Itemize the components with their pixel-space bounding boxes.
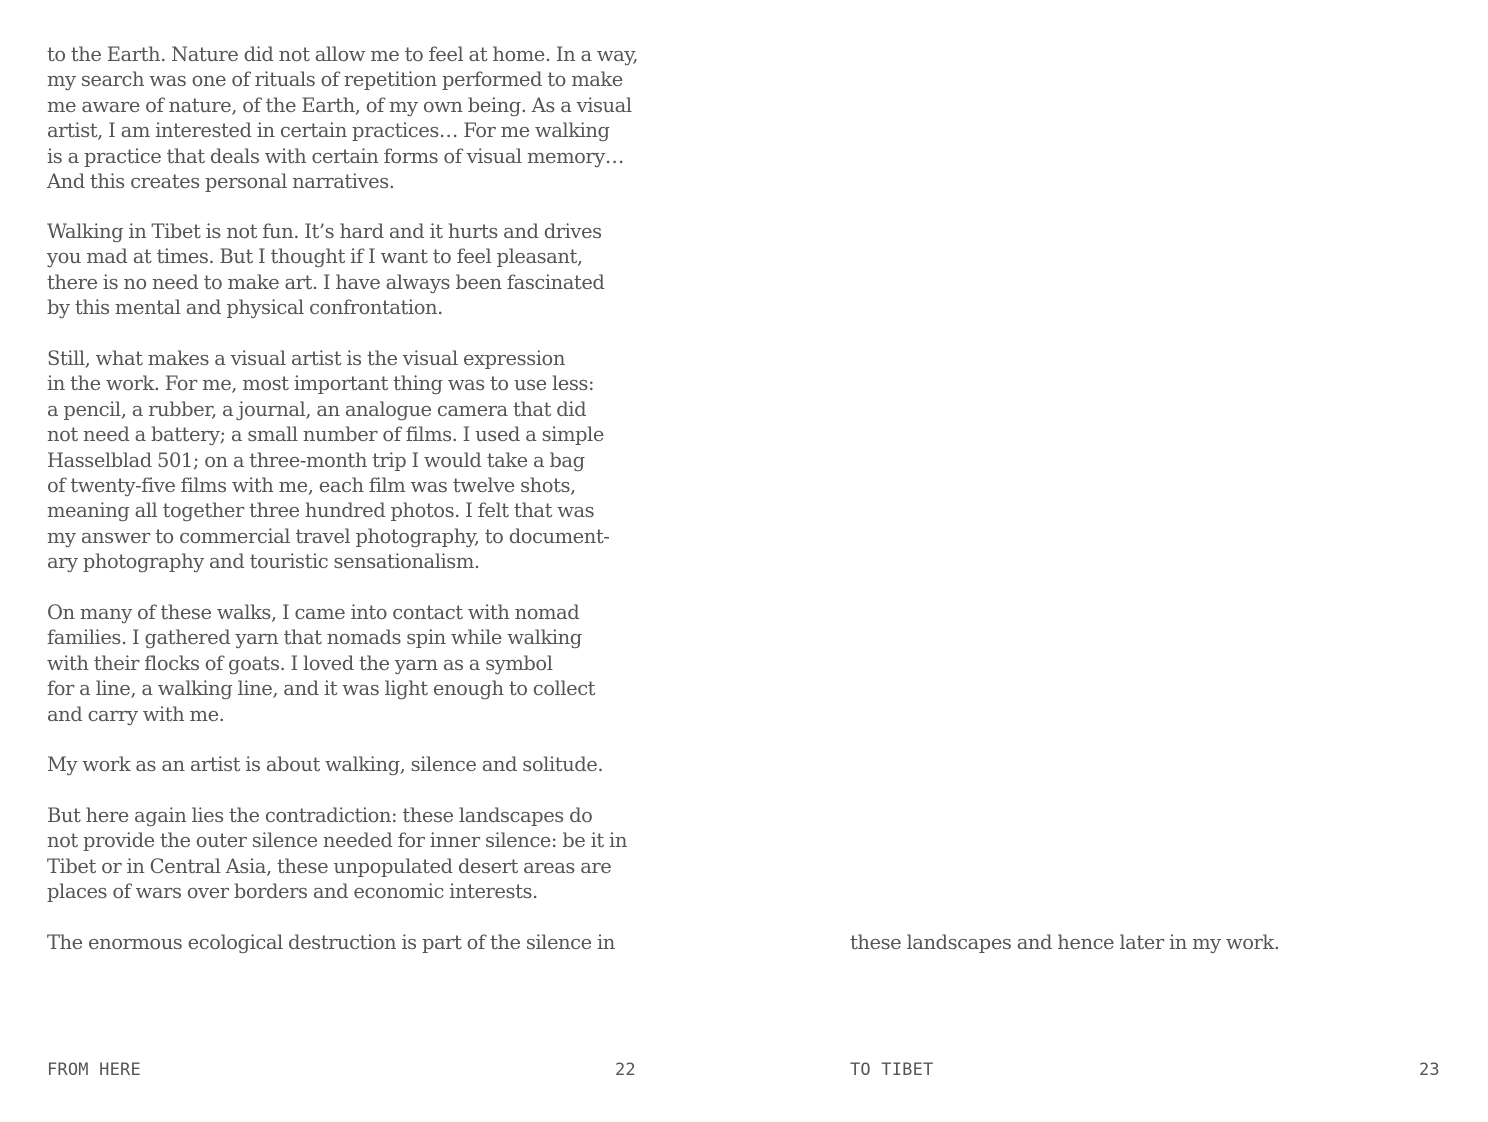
text-line: My work as an artist is about walking, silence and solitude. [47, 753, 604, 776]
paragraph [47, 219, 604, 321]
text-line: in the work. For me, most important thing was to use less: [47, 372, 595, 396]
text-line: ary photography and touristic sensationalism. [47, 550, 480, 574]
text-line: with their flocks of goats. I loved the yarn as a symbol [47, 651, 553, 675]
text-line: not need a battery; a small number of films. I used a simple [47, 423, 604, 447]
text-line: and carry with me. [47, 702, 225, 726]
page-number: 23 [1419, 1060, 1440, 1080]
text-line: you mad at times. But I thought if I want to feel pleasant, [47, 245, 583, 269]
running-footer-title: FROM HERE [47, 1060, 141, 1080]
text-line: Walking in Tibet is not fun. It’s hard and it hurts and drives [47, 220, 602, 243]
text-line: places of wars over borders and economic interests. [47, 880, 538, 904]
running-footer-title: TO TIBET [850, 1060, 934, 1080]
paragraph [47, 752, 603, 777]
text-line: to the Earth. Nature did not allow me to feel at home. In a way, [47, 43, 639, 66]
text-line: not provide the outer silence needed for inner silence: be it in [47, 829, 627, 853]
text-line: families. I gathered yarn that nomads spin while walking [47, 626, 582, 650]
text-line: my answer to commercial travel photography, to document- [47, 524, 610, 548]
text-line: Hasselblad 501; on a three-month trip I would take a bag [47, 448, 585, 472]
paragraph [850, 930, 1279, 955]
text-line: my search was one of rituals of repetition performed to make [47, 68, 623, 92]
text-line: meaning all together three hundred photos. I felt that was [47, 499, 595, 523]
paragraph [47, 346, 609, 575]
text-line: for a line, a walking line, and it was light enough to collect [47, 677, 596, 701]
text-line: On many of these walks, I came into contact with nomad [47, 601, 580, 624]
right-page [744, 0, 1488, 1122]
paragraph [47, 42, 638, 194]
paragraph [47, 600, 595, 727]
text-line: by this mental and physical confrontation. [47, 296, 443, 320]
text-line: The enormous ecological destruction is part of the silence in [47, 931, 615, 954]
text-line: there is no need to make art. I have always been fascinated [47, 270, 605, 294]
text-line: is a practice that deals with certain forms of visual memory… [47, 144, 624, 168]
paragraph [47, 803, 627, 905]
text-line: And this creates personal narratives. [47, 170, 395, 194]
text-line: of twenty-five films with me, each film was twelve shots, [47, 474, 576, 498]
paragraph [47, 930, 615, 955]
text-line: Still, what makes a visual artist is the visual expression [47, 347, 565, 370]
text-line: a pencil, a rubber, a journal, an analogue camera that did [47, 397, 587, 421]
text-line: me aware of nature, of the Earth, of my own being. As a visual [47, 93, 632, 117]
text-line: these landscapes and hence later in my work. [850, 931, 1280, 954]
text-line: But here again lies the contradiction: these landscapes do [47, 804, 593, 827]
text-line: Tibet or in Central Asia, these unpopulated desert areas are [47, 854, 612, 878]
page-number: 22 [615, 1060, 636, 1080]
text-line: artist, I am interested in certain practices… For me walking [47, 119, 610, 143]
